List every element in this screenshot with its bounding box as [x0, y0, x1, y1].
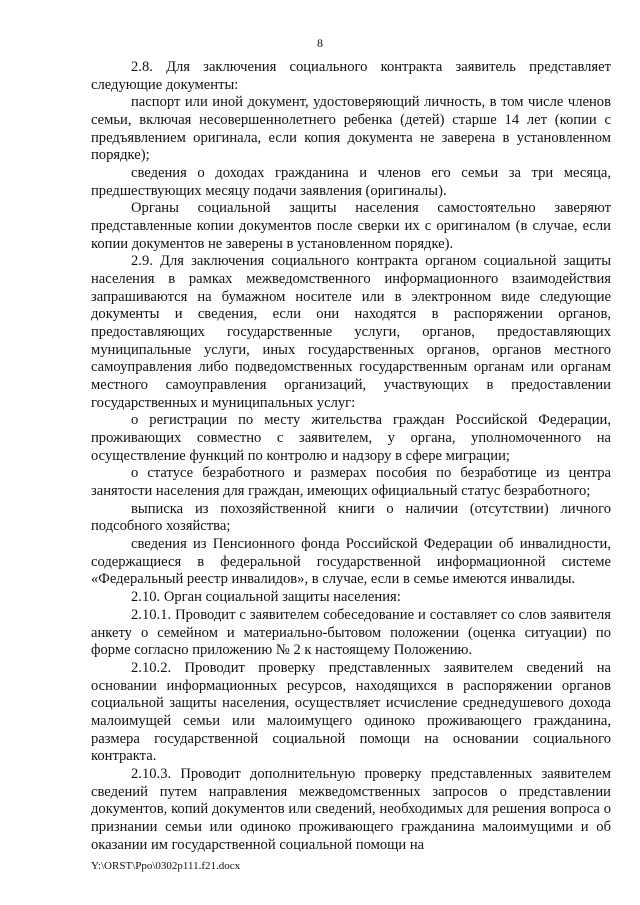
paragraph: 2.10.2. Проводит проверку представленных заявителем сведений на основании информационных ресурсов, находящихся в распоряжении органов социальной защиты населения, осуществляет исчисление среднедушевого дохода малоимущей семьи или малоимущего одиноко проживающего гражданина, размера государственной социальной помощи на основании социального контракта. — [91, 659, 611, 765]
page-number: 8 — [317, 36, 323, 50]
paragraph: 2.10.3. Проводит дополнительную проверку представленных заявителем сведений путем направления межведомственных запросов о представлении документов, копий документов или сведений, необходимых для решения вопроса о признании семьи или одиноко проживающего гражданина малоимущими и об оказании им государственной социальной помощи на — [91, 765, 611, 853]
paragraph: паспорт или иной документ, удостоверяющий личность, в том числе членов семьи, включая несовершеннолетнего ребенка (детей) старше 14 лет (копии с предъявлением оригинала, если копия документа не заверена в установленном порядке); — [91, 94, 611, 164]
paragraph: 2.8. Для заключения социального контракта заявитель представляет следующие документы: — [91, 59, 611, 93]
paragraph: сведения из Пенсионного фонда Российской Федерации об инвалидности, содержащиеся в федеральной государственной информационной системе «Федеральный реестр инвалидов», в случае, если в семье имеются инвалиды. — [91, 536, 611, 588]
paragraph: 2.10. Орган социальной защиты населения: — [131, 589, 401, 606]
paragraph: 2.9. Для заключения социального контракта органом социальной защиты населения в рамках межведомственного информационного взаимодействия запрашиваются на бумажном носителе или в электронном виде следующие документы и сведения, если они находятся в распоряжении органов, предоставляющих государственные услуги, органов, предоставляющих муниципальные услуги, иных государственных органов, органов местного самоуправления либо подведомственных государственным органам или органам местного самоуправления организаций, участвующих в предоставлении государственных и муниципальных услуг: — [91, 253, 611, 411]
paragraph: выписка из похозяйственной книги о наличии (отсутствии) личного подсобного хозяйства; — [91, 500, 611, 535]
paragraph: Органы социальной защиты населения самостоятельно заверяют представленные копии документов после сверки их с оригиналом (в случае, если копии документов не заверены в установленном порядке). — [91, 200, 611, 252]
document-body — [91, 59, 611, 854]
paragraph: сведения о доходах гражданина и членов его семьи за три месяца, предшествующих месяцу подачи заявления (оригиналы). — [91, 165, 611, 199]
footer-file-path: Y:\ORST\Ppo\0302p111.f21.docx — [91, 860, 241, 872]
paragraph: о статусе безработного и размерах пособия по безработице из центра занятости населения для граждан, имеющих официальный статус безработного; — [91, 465, 611, 500]
paragraph: 2.10.1. Проводит с заявителем собеседование и составляет со слов заявителя анкету о семейном и материально-бытовом положении (оценка ситуации) по форме согласно приложению № 2 к настоящему Положению. — [91, 606, 611, 659]
paragraph: о регистрации по месту жительства граждан Российской Федерации, проживающих совместно с заявителем, у органа, уполномоченного на осуществление функций по контролю и надзору в сфере миграции; — [91, 412, 611, 464]
